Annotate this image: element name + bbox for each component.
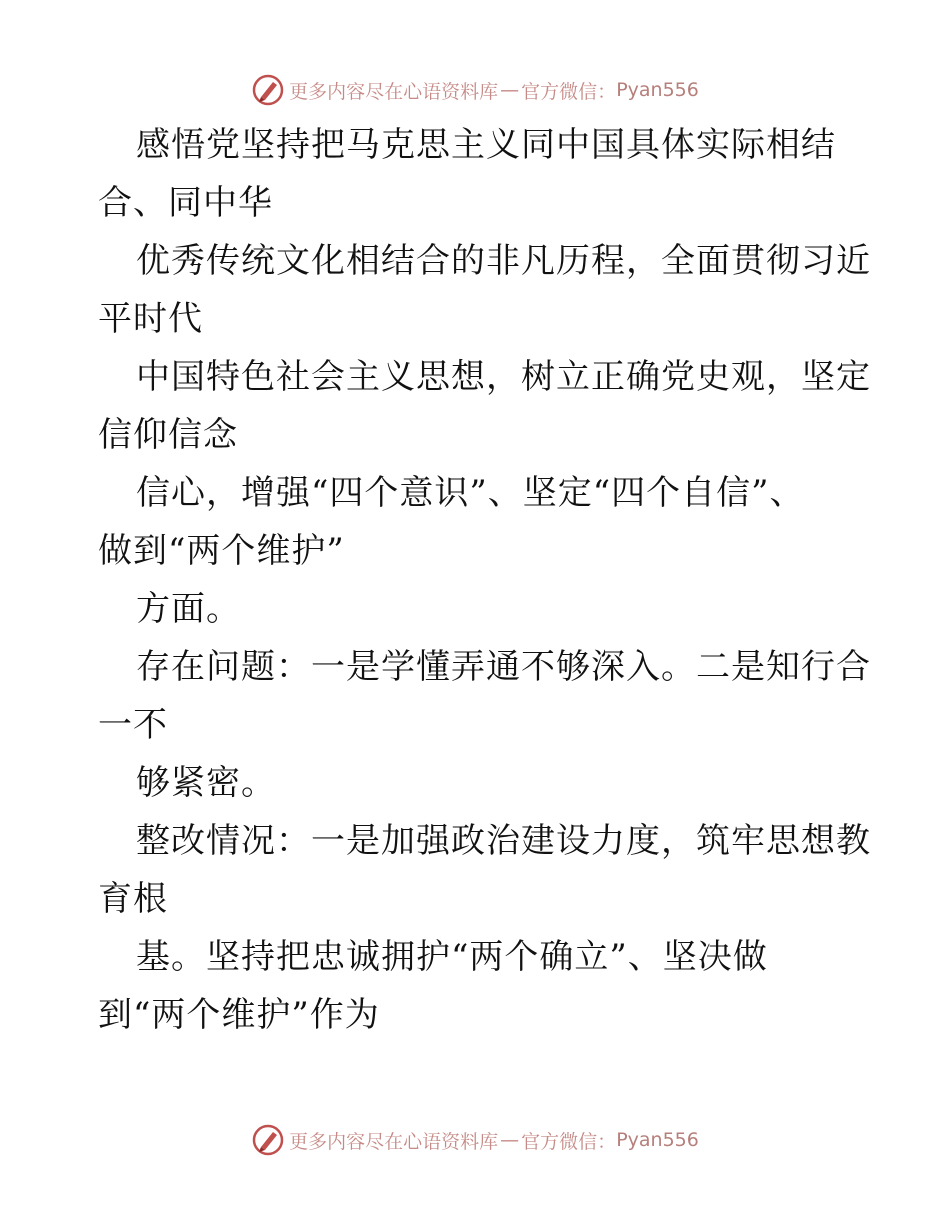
text-line: 合、同中华: [98, 183, 273, 223]
text-line: 方面。: [136, 589, 241, 629]
text-line: 信心，增强“四个意识”、坚定“四个自信”、: [136, 473, 805, 513]
text-line: 优秀传统文化相结合的非凡历程，全面贯彻习近: [136, 241, 871, 281]
pen-logo-icon: [251, 73, 285, 107]
text-line: 平时代: [98, 299, 203, 339]
watermark-wechat-id: Pyan556: [616, 1129, 699, 1151]
document-body: [98, 116, 871, 1044]
watermark-text: 更多内容尽在心语资料库: [289, 80, 499, 103]
text-line: 存在问题：一是学懂弄通不够深入。二是知行合: [136, 647, 871, 687]
text-line: 做到“两个维护”: [98, 531, 345, 571]
watermark-text: 更多内容尽在心语资料库: [289, 1130, 499, 1153]
text-line: 一不: [98, 705, 168, 745]
text-line: 中国特色社会主义思想，树立正确党史观，坚定: [136, 357, 871, 397]
text-line: 感悟党坚持把马克思主义同中国具体实际相结: [136, 125, 836, 165]
header-watermark: [0, 70, 950, 110]
text-line: 育根: [98, 879, 168, 919]
text-line: 够紧密。: [136, 763, 276, 803]
text-line: 到“两个维护”作为: [98, 995, 380, 1035]
watermark-separator: —: [500, 1129, 520, 1151]
watermark-separator: —: [500, 79, 520, 101]
text-line: 基。坚持把忠诚拥护“两个确立”、坚决做: [136, 937, 768, 977]
footer-watermark: [0, 1120, 950, 1160]
pen-logo-icon: [251, 1123, 285, 1157]
text-line: 整改情况：一是加强政治建设力度，筑牢思想教: [136, 821, 871, 861]
text-line: 信仰信念: [98, 415, 238, 455]
watermark-label: 官方微信：: [521, 1130, 617, 1153]
watermark-label: 官方微信：: [521, 80, 617, 103]
watermark-wechat-id: Pyan556: [616, 79, 699, 101]
